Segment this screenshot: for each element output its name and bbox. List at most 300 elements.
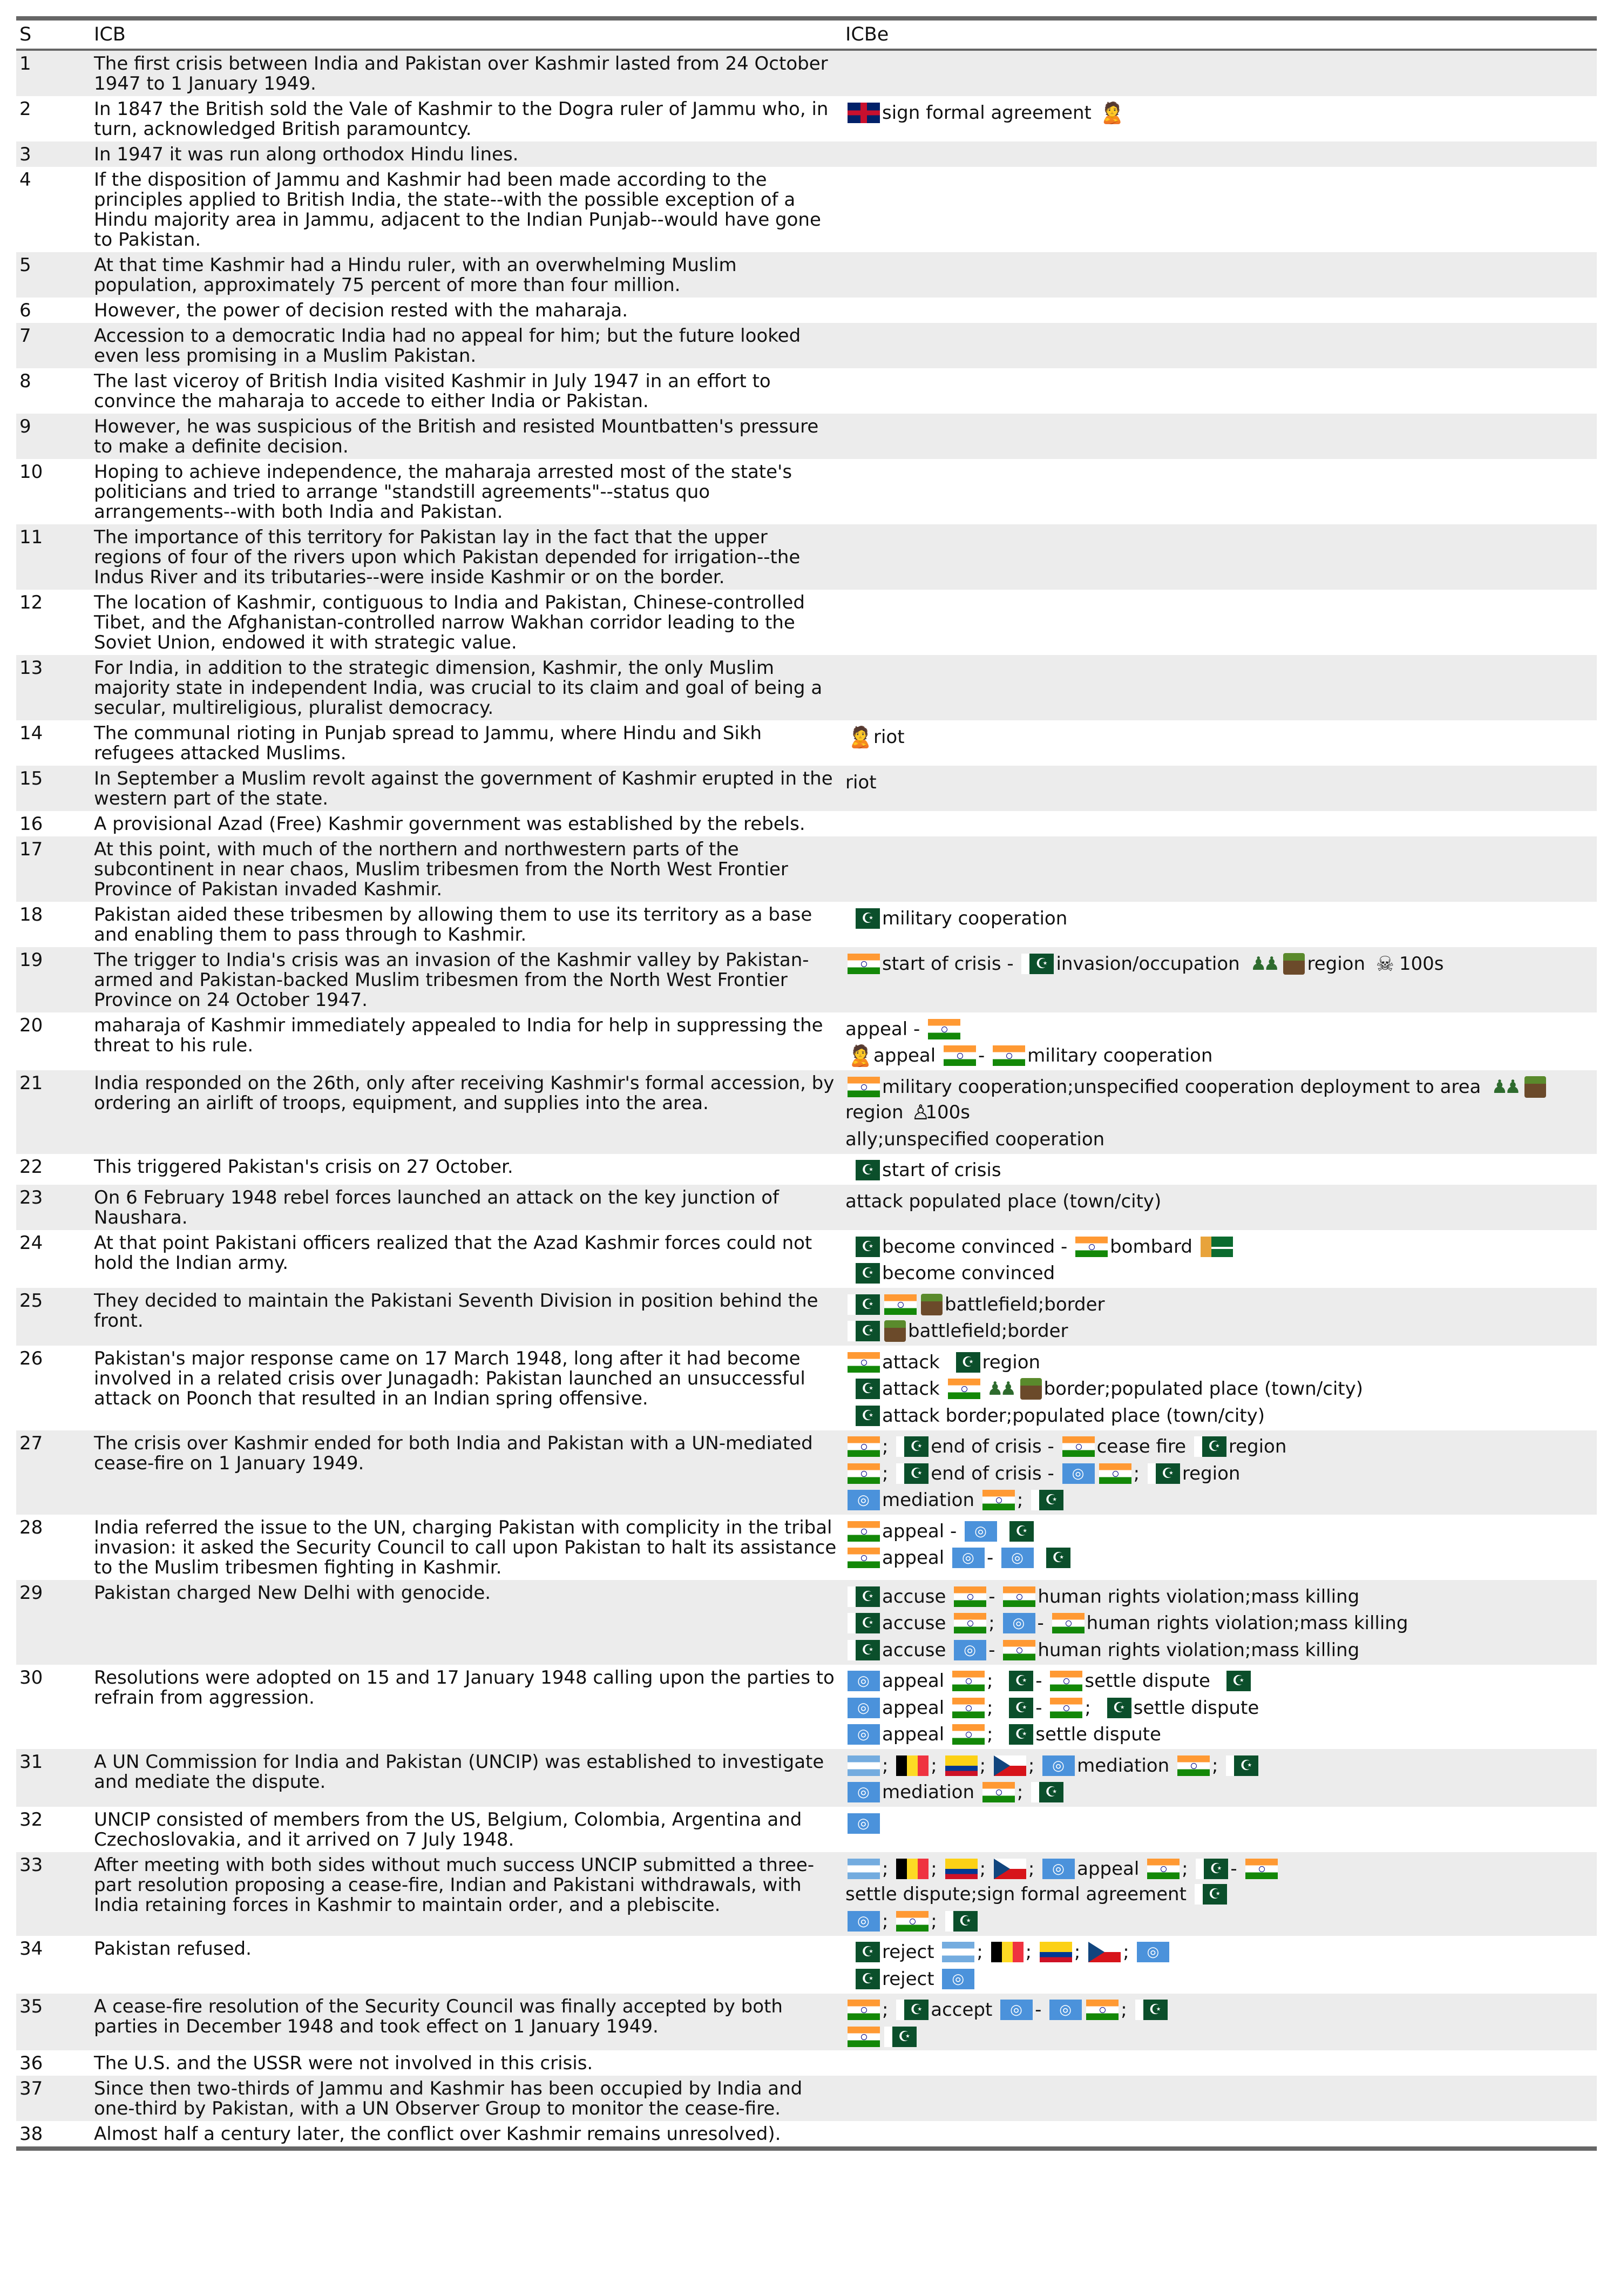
- icbe-events: [842, 368, 1597, 414]
- sentence-number: 30: [19, 1666, 43, 1689]
- sentence-number: 35: [16, 1994, 91, 2051]
- flag-colombia-icon: [945, 1755, 978, 1776]
- flag-india-icon: [993, 1045, 1025, 1066]
- flag-india-icon: [1245, 1859, 1278, 1879]
- flag-india-icon: [1062, 1436, 1095, 1457]
- flag-colombia-icon: [945, 1859, 978, 1879]
- event-label: ;: [931, 1910, 937, 1932]
- flag-india-icon: [848, 1436, 880, 1457]
- icbe-events: [842, 902, 1597, 947]
- flag-india-icon: [1147, 1859, 1180, 1879]
- skull-icon: ☠: [1375, 951, 1394, 976]
- sentence-number: 5: [16, 252, 91, 298]
- flag-pakistan-icon: [896, 2000, 929, 2020]
- flag-pakistan-icon: [848, 1640, 880, 1660]
- sentence-number: 26: [19, 1348, 43, 1369]
- event-label: appeal: [882, 1670, 945, 1692]
- sentence-number: 10: [19, 461, 43, 483]
- icb-sentence: A cease-fire resolution of the Security Council was finally accepted by both parties in December 1948 and took effect on 1 January 1949.: [91, 1994, 842, 2051]
- table-row: [16, 323, 1597, 368]
- flag-un-icon: [1137, 1942, 1169, 1962]
- icb-sentence: Accession to a democratic India had no appeal for him; but the future looked even less promising in a Muslim Pakistan.: [91, 323, 842, 368]
- icb-sentence: At that time Kashmir had a Hindu ruler, with an overwhelming Muslim population, approximately 75 percent of more than four million.: [91, 252, 842, 298]
- flag-india-icon: [848, 2027, 880, 2047]
- event-label: attack populated place (town/city): [845, 1190, 1162, 1212]
- flag-pakistan-icon: [1148, 1463, 1180, 1484]
- icbe-events: [842, 766, 1597, 811]
- icbe-event: [845, 1460, 1594, 1486]
- event-label: bombard: [1110, 1235, 1192, 1258]
- event-label: ;: [979, 1754, 986, 1777]
- event-label: ;: [882, 1910, 889, 1932]
- icbe-events: [842, 1852, 1597, 1936]
- event-label: 100s: [1399, 953, 1444, 975]
- flag-india-icon: [1177, 1755, 1210, 1776]
- table-row: [16, 902, 1597, 947]
- table-row: [16, 811, 1597, 836]
- flag-argentina-icon: [848, 1755, 880, 1776]
- event-label: ;: [987, 1724, 993, 1745]
- icb-sentence: However, the power of decision rested with the maharaja.: [94, 300, 628, 321]
- event-label: reject: [882, 1941, 934, 1963]
- icb-sentence: In 1947 it was run along orthodox Hindu lines.: [91, 141, 842, 167]
- flag-india-icon: [848, 954, 880, 974]
- event-label: human rights violation;mass killing: [1038, 1639, 1360, 1661]
- sentence-number: 37: [16, 2076, 91, 2121]
- event-label: ;: [1123, 1941, 1129, 1963]
- event-label: 100s: [925, 1102, 970, 1123]
- troops-icon: ♟♟: [1250, 953, 1277, 975]
- icbe-event: [845, 1810, 1594, 1835]
- icbe-events: [842, 1580, 1597, 1665]
- flag-india-icon: [952, 1724, 985, 1745]
- sentence-number: 9: [16, 414, 91, 459]
- flag-india-icon: [848, 1077, 880, 1097]
- flag-pakistan-icon: [1099, 1698, 1131, 1718]
- flag-pakistan-icon: [1194, 1436, 1226, 1457]
- event-label: region: [1228, 1436, 1287, 1457]
- icbe-events: [842, 524, 1597, 590]
- flag-un-icon: [1042, 1755, 1075, 1776]
- event-label: appeal: [882, 1724, 945, 1745]
- sentence-number: 34: [19, 1937, 43, 1960]
- event-label: start of crisis -: [882, 953, 1014, 975]
- event-label: riot: [845, 771, 877, 793]
- icb-sentence: At that point Pakistani officers realized that the Azad Kashmir forces could not hold the Indian army.: [94, 1232, 812, 1274]
- sentence-number: 8: [19, 370, 31, 392]
- event-label: attack border;populated place (town/city): [882, 1404, 1265, 1427]
- sentence-number: 16: [19, 813, 43, 835]
- table-row: [16, 1852, 1597, 1936]
- flag-india-icon: [928, 1019, 960, 1039]
- table-body: [16, 50, 1597, 2149]
- icbe-event: [845, 1939, 1594, 1965]
- flag-india-icon: [848, 1463, 880, 1484]
- event-label: ;: [1016, 1489, 1024, 1511]
- event-label: -: [978, 1045, 985, 1066]
- icbe-event: [845, 1545, 1594, 1571]
- sentence-number: 38: [16, 2121, 91, 2149]
- flag-pakistan-icon: [945, 1911, 978, 1932]
- event-label: border;populated place (town/city): [1043, 1378, 1364, 1400]
- sentence-number: 20: [19, 1015, 43, 1036]
- icbe-event: [845, 1583, 1594, 1609]
- icb-sentence: They decided to maintain the Pakistani Seventh Division in position behind the front.: [91, 1288, 842, 1346]
- icbe-event: [845, 1073, 1594, 1125]
- icbe-event: [845, 1318, 1594, 1344]
- event-label: mediation: [882, 1489, 975, 1511]
- event-label: -: [1035, 1697, 1042, 1719]
- event-label: -: [1035, 1999, 1042, 2021]
- flag-india-icon: [948, 1379, 980, 1399]
- icbe-events: [842, 1994, 1597, 2051]
- table-row: [16, 167, 1597, 252]
- event-label: ;: [1028, 1858, 1035, 1880]
- sentence-number: 32: [19, 1809, 43, 1831]
- flag-pakistan-icon: [1195, 1884, 1227, 1905]
- icbe-event: [845, 1997, 1594, 2023]
- event-label: accuse: [882, 1585, 946, 1608]
- sentence-number: 14: [19, 722, 43, 744]
- flag-un-icon: [1000, 2000, 1033, 2020]
- table-row: [16, 2121, 1597, 2149]
- icbe-event: [845, 1966, 1594, 1991]
- header-icbe: ICBe: [842, 18, 1597, 50]
- icbe-event: [845, 1349, 1594, 1375]
- flag-argentina-icon: [848, 1859, 880, 1879]
- header-icb: ICB: [91, 18, 842, 50]
- icbe-event: [845, 1908, 1594, 1934]
- icb-sentence: However, he was suspicious of the British and resisted Mountbatten's pressure to make a definite decision.: [91, 414, 842, 459]
- icb-sentence: Since then two-thirds of Jammu and Kashmir has been occupied by India and one-third by Pakistan, with a UN Observer Group to monitor the cease-fire.: [91, 2076, 842, 2121]
- table-row: [16, 590, 1597, 655]
- land-region-icon: [1283, 953, 1305, 975]
- sentence-number: 18: [19, 904, 43, 926]
- table-row: [16, 368, 1597, 414]
- flag-un-icon: [1062, 1463, 1095, 1484]
- flag-india-icon: [848, 1352, 880, 1373]
- event-label: appeal: [882, 1547, 945, 1569]
- icb-sentence: Resolutions were adopted on 15 and 17 January 1948 calling upon the parties to refrain from aggression.: [94, 1666, 835, 1709]
- icb-sentence: Pakistan's major response came on 17 March 1948, long after it had become involved in a related crisis over Junagadh: Pakistan launched an unsuccessful attack on Poonch that resulted in an Indian spring offensive.: [94, 1348, 805, 1409]
- table-row: [16, 1154, 1597, 1185]
- flag-un-icon: [848, 1813, 880, 1834]
- flag-un-icon: [848, 1724, 880, 1745]
- event-label: sign formal agreement: [882, 102, 1092, 124]
- flag-pakistan-icon: [1031, 1490, 1063, 1510]
- flag-pakistan-icon: [1218, 1671, 1251, 1691]
- flag-pakistan-icon: [896, 1463, 929, 1484]
- troops-icon: ♟♟: [987, 1378, 1014, 1400]
- icb-sentence: maharaja of Kashmir immediately appealed to India for help in suppressing the threat to his rule.: [94, 1015, 823, 1056]
- event-label: -: [1230, 1858, 1237, 1880]
- event-label: battlefield;border: [945, 1293, 1105, 1315]
- icb-sentence: The last viceroy of British India visited Kashmir in July 1947 in an effort to convince the maharaja to accede to either India or Pakistan.: [94, 370, 771, 412]
- icb-sentence: The crisis over Kashmir ended for both India and Pakistan with a UN-mediated cease-fire on 1 January 1949.: [91, 1430, 842, 1515]
- event-label: human rights violation;mass killing: [1038, 1585, 1360, 1608]
- event-label: ;: [977, 1941, 983, 1963]
- icb-sentence: Almost half a century later, the conflict over Kashmir remains unresolved).: [91, 2121, 842, 2149]
- flag-pakistan-icon: [1135, 2000, 1168, 2020]
- flag-pakistan-icon: [884, 2027, 917, 2047]
- icbe-events: [842, 655, 1597, 720]
- sentence-number: 24: [19, 1232, 43, 1254]
- icbe-events: [842, 1665, 1597, 1750]
- table-row: [16, 836, 1597, 902]
- flag-pakistan-icon: [1001, 1671, 1033, 1691]
- event-label: accuse: [882, 1612, 946, 1634]
- flag-czechoslovakia-icon: [1088, 1942, 1121, 1962]
- flag-un-icon: [954, 1640, 986, 1660]
- icbe-events: [842, 1288, 1597, 1346]
- event-label: human rights violation;mass killing: [1086, 1612, 1408, 1634]
- sentence-number: 28: [19, 1517, 43, 1538]
- flag-india-icon: [1052, 1613, 1085, 1633]
- flag-un-icon: [1049, 2000, 1082, 2020]
- table-row: [16, 1515, 1597, 1580]
- sentence-number: 12: [19, 592, 43, 613]
- icbe-events: [842, 298, 1597, 323]
- table-row: [16, 1070, 1597, 1154]
- icbe-event: [845, 950, 1594, 976]
- flag-pakistan-icon: [1001, 1698, 1033, 1718]
- event-label: ;: [1121, 1999, 1127, 2021]
- event-label: mediation: [1077, 1754, 1170, 1777]
- flag-india-icon: [848, 2000, 880, 2020]
- event-label: ;: [882, 1999, 889, 2021]
- flag-argentina-icon: [942, 1942, 974, 1962]
- flag-pakistan-icon: [848, 1613, 880, 1633]
- sentence-number: 29: [16, 1580, 91, 1665]
- event-label: attack: [882, 1351, 940, 1373]
- icb-sentence: Pakistan refused.: [94, 1937, 252, 1960]
- icb-sentence: Hoping to achieve independence, the maharaja arrested most of the state's politicians and tried to arrange "standstill agreements"--status quo arrangements--with both India and Pakistan.: [94, 461, 792, 523]
- event-label: ;: [987, 1670, 993, 1692]
- icbe-events: [842, 167, 1597, 252]
- table-row: [16, 1230, 1597, 1288]
- icb-sentence: If the disposition of Jammu and Kashmir had been made according to the principles applied to British India, the state--with the possible exception of a Hindu majority area in Jammu, adjacent to the Indian Punjab--would have gone to Pakistan.: [94, 169, 821, 251]
- flag-un-icon: [1001, 1548, 1034, 1568]
- event-label: ;: [1016, 1781, 1024, 1803]
- event-label: settle dispute: [1133, 1697, 1259, 1719]
- icb-icbe-table-page: [16, 16, 1597, 2151]
- flag-un-icon: [1003, 1613, 1035, 1633]
- flag-india-icon: [896, 1911, 929, 1932]
- flag-pakistan-icon: [848, 1294, 880, 1315]
- icbe-events: [842, 1230, 1597, 1288]
- sentence-number: 23: [16, 1185, 91, 1230]
- icb-sentence: A provisional Azad (Free) Kashmir government was established by the rebels.: [94, 813, 805, 835]
- icbe-events: [842, 414, 1597, 459]
- event-label: -: [1035, 1670, 1042, 1692]
- flag-india-icon: [1086, 2000, 1119, 2020]
- table-row: [16, 298, 1597, 323]
- flag-pakistan-icon: [1021, 954, 1054, 974]
- event-label: region: [982, 1351, 1041, 1373]
- flag-pakistan-icon: [848, 1263, 880, 1284]
- table-row: [16, 1185, 1597, 1230]
- icbe-event: [845, 1487, 1594, 1513]
- event-label: ;: [1025, 1941, 1032, 1963]
- flag-un-icon: [942, 1969, 974, 1989]
- sentence-number: 21: [16, 1070, 91, 1154]
- table-row: [16, 2050, 1597, 2076]
- icb-sentence: The U.S. and the USSR were not involved in this crisis.: [94, 2052, 593, 2074]
- person-icon: 🙎: [848, 725, 873, 749]
- event-label: appeal: [873, 1045, 936, 1066]
- flag-pakistan-icon: [848, 1160, 880, 1180]
- flag-pakistan-icon: [848, 1321, 880, 1341]
- flag-pakistan-icon: [1196, 1859, 1228, 1879]
- table-row: [16, 1994, 1597, 2051]
- icb-sentence: After meeting with both sides without much success UNCIP submitted a three-part resolution proposing a cease-fire, Indian and Pakistani withdrawals, with India retaining forces in Kashmir to maintain order, and a plebiscite.: [91, 1852, 842, 1936]
- table-row: [16, 50, 1597, 96]
- sentence-number: 36: [19, 2052, 43, 2074]
- event-label: military cooperation: [1027, 1045, 1213, 1066]
- sentence-number: 1: [16, 50, 91, 96]
- icb-sentence: On 6 February 1948 rebel forces launched an attack on the key junction of Naushara.: [91, 1185, 842, 1230]
- flag-un-icon: [848, 1782, 880, 1802]
- sentence-number: 2: [19, 98, 31, 120]
- icbe-events: [842, 1070, 1597, 1154]
- event-label: accuse: [882, 1639, 946, 1661]
- icbe-events: [842, 1430, 1597, 1515]
- flag-india-icon: [952, 1671, 985, 1691]
- table-row: [16, 1749, 1597, 1807]
- event-label: ;: [987, 1697, 993, 1719]
- flag-pakistan-icon: [848, 1237, 880, 1257]
- event-label: military cooperation;unspecified cooperation deployment to area: [882, 1076, 1481, 1098]
- table-row: [16, 1346, 1597, 1430]
- sentence-number: 22: [19, 1156, 43, 1178]
- icbe-event: [845, 1668, 1594, 1694]
- event-label: reject: [882, 1968, 934, 1990]
- flag-india-icon: [848, 1521, 880, 1542]
- event-label: region: [1182, 1462, 1241, 1484]
- sentence-number: 33: [16, 1852, 91, 1936]
- icbe-event: [845, 1188, 1594, 1214]
- icbe-event: [845, 1721, 1594, 1747]
- table-row: [16, 766, 1597, 811]
- icbe-event: [845, 1779, 1594, 1805]
- flag-un-icon: [848, 1490, 880, 1510]
- icbe-events: [842, 811, 1597, 836]
- icbe-events: [842, 947, 1597, 1012]
- icbe-event: [845, 1518, 1594, 1544]
- sentence-number: 31: [16, 1749, 91, 1807]
- sentence-number: 27: [16, 1430, 91, 1515]
- land-region-icon: [1020, 1378, 1042, 1400]
- table-row: [16, 141, 1597, 167]
- table-row: [16, 720, 1597, 766]
- man-icon: ♙: [911, 1100, 930, 1124]
- table-row: [16, 1430, 1597, 1515]
- flag-czechoslovakia-icon: [994, 1755, 1026, 1776]
- flag-india-icon: [944, 1045, 976, 1066]
- icbe-events: [842, 252, 1597, 298]
- icbe-event: [845, 1157, 1594, 1183]
- table-row: [16, 1288, 1597, 1346]
- icbe-events: [842, 2121, 1597, 2149]
- sentence-number: 25: [16, 1288, 91, 1346]
- flag-india-icon: [954, 1586, 986, 1607]
- flag-pakistan-icon: [1031, 1782, 1063, 1802]
- sentence-number: 4: [19, 169, 31, 191]
- sentence-number: 17: [16, 836, 91, 902]
- flag-pakistan-icon: [1038, 1548, 1070, 1568]
- flag-india-icon: [954, 1613, 986, 1633]
- event-label: ;: [882, 1858, 889, 1880]
- sentence-number: 11: [16, 524, 91, 590]
- icbe-events: [842, 2050, 1597, 2076]
- event-label: -: [988, 1639, 995, 1661]
- event-label: region: [845, 1102, 904, 1123]
- flag-pakistan-icon: [1001, 1521, 1034, 1542]
- person-icon: 🙎: [848, 1044, 873, 1068]
- event-label: military cooperation: [882, 907, 1068, 929]
- icb-sentence: At this point, with much of the northern and northwestern parts of the subcontinent in near chaos, Muslim tribesmen from the North West Frontier Province of Pakistan invaded Kashmir.: [91, 836, 842, 902]
- flag-india-icon: [982, 1782, 1015, 1802]
- event-label: cease fire: [1096, 1436, 1187, 1457]
- icbe-event: [845, 1752, 1594, 1778]
- flag-india-icon: [982, 1490, 1015, 1510]
- table-row: [16, 414, 1597, 459]
- event-label: -: [987, 1547, 994, 1569]
- land-region-icon: [884, 1320, 906, 1342]
- table-header: [16, 18, 1597, 50]
- table-row: [16, 252, 1597, 298]
- event-label: settle dispute: [1035, 1724, 1161, 1745]
- icbe-event: [845, 1637, 1594, 1663]
- icbe-event: [845, 2023, 1594, 2048]
- event-label: ;: [1085, 1697, 1091, 1719]
- event-label: ;: [931, 1858, 937, 1880]
- icbe-events: [842, 323, 1597, 368]
- event-label: ;: [882, 1462, 889, 1484]
- land-region-icon: [1524, 1076, 1546, 1098]
- icbe-event: [845, 1610, 1594, 1636]
- icbe-event: [845, 1016, 1594, 1042]
- land-region-icon: [921, 1294, 943, 1315]
- flag-belgium-icon: [896, 1755, 929, 1776]
- flag-belgium-icon: [896, 1859, 929, 1879]
- event-label: invasion/occupation: [1056, 953, 1240, 975]
- icbe-events: [842, 2076, 1597, 2121]
- icb-sentence: The first crisis between India and Pakistan over Kashmir lasted from 24 October 1947 to 1 January 1949.: [91, 50, 842, 96]
- table-row: [16, 2076, 1597, 2121]
- table-row: [16, 1012, 1597, 1070]
- event-label: appeal: [882, 1697, 945, 1719]
- icbe-event: [845, 1291, 1594, 1317]
- sentence-number: 3: [16, 141, 91, 167]
- icbe-event: [845, 1855, 1594, 1907]
- event-label: ;: [979, 1858, 986, 1880]
- sentence-number: 13: [16, 655, 91, 720]
- event-label: ;: [931, 1754, 937, 1777]
- flag-colombia-icon: [1040, 1942, 1072, 1962]
- event-label: become convinced: [882, 1262, 1055, 1284]
- icb-sentence: For India, in addition to the strategic dimension, Kashmir, the only Muslim majority state in independent India, was crucial to its claim and goal of being a secular, multireligious, pluralist democracy.: [91, 655, 842, 720]
- flag-un-icon: [965, 1521, 997, 1542]
- event-label: ;: [882, 1754, 889, 1777]
- icb-sentence: Pakistan aided these tribesmen by allowing them to use its territory as a base and enabling them to pass through to Kashmir.: [94, 904, 812, 946]
- icbe-events: [842, 1346, 1597, 1430]
- flag-india-icon: [1075, 1237, 1108, 1257]
- icb-sentence: The location of Kashmir, contiguous to India and Pakistan, Chinese-controlled Tibet, and the Afghanistan-controlled narrow Wakhan corridor leading to the Soviet Union, endowed it with strategic value.: [94, 592, 805, 653]
- flag-india-icon: [884, 1294, 917, 1315]
- flag-un-icon: [848, 1911, 880, 1932]
- icbe-events: [842, 590, 1597, 655]
